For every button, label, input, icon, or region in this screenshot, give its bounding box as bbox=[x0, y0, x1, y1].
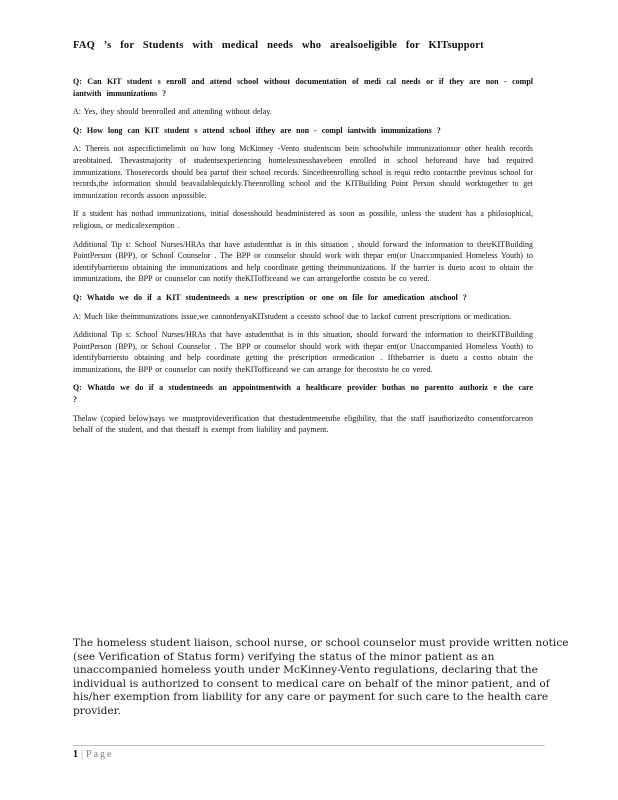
faq-question: Q: Can KIT student s enroll and attend school without documentation of medi cal needs or if they are non - compl iantwith immunizations ? bbox=[73, 77, 533, 98]
faq-additional-tips: Additional Tip s: School Nurses/HRAs that have astudentthat is in this situation , should forward the information to theirKITBuilding PointPerson (BPP), or School Counselor . The BPP or counselor should work with thepar ent(or Unaccompanied Homeless Youth) to identifybarriersto obtaining the immunizations and help coordinate getting theimmunizations. If the barrier is dueto acost to obtain the immunizations, the BPP or counselor can notify theKITofficeand we can arrangeforthe coststo be co vered. bbox=[73, 239, 533, 284]
faq-question: Q: How long can KIT student s attend school ifthey are non - compl iantwith immunizations ? bbox=[73, 125, 441, 135]
faq-item bbox=[73, 382, 533, 435]
faq-question: Q: Whatdo we do if a KIT studentneeds a new prescription or one on file for amedication atschool ? bbox=[73, 292, 467, 302]
faq-answer: If a student has nothad immunizations, initial dosesshould beadministered as soon as possible, unless the student has a philosophical, religious, or medicalexemption . bbox=[73, 209, 533, 230]
faq-answer: Thelaw (copied below)says we mustprovideverification that thestudentmeetsthe eligibility, that the staff isauthorizedto consentforcareon behalf of the student, and that thestaff is exempt from liability and payment. bbox=[73, 413, 533, 435]
page-label: Page bbox=[86, 749, 114, 760]
faq-question: Q: Whatdo we do if a studentneeds an appointmentwith a healthcare provider buthas no parentto authoriz e the care ? bbox=[73, 383, 533, 405]
faq-answer: A: Yes, they should beenrolled and attending without delay. bbox=[73, 107, 272, 117]
faq-additional-tips: Additional Tip s: School Nurses/HRAs that have astudentthat is in this situation, should forward the information to theirKITBuilding PointPerson (BPP), or School Counselor . The BPP or counselor should work with thepar ent(or Unaccompanied Homeless Youth) to identifybarriersto obtaining and help coordinate getting the prescription ormedication . Ifthebarrier is dueto a costto obtain the immunizations, the BPP or counselor can notify theKITofficeand we can arrange for thecoststo be co vered. bbox=[73, 330, 533, 374]
footer-divider bbox=[73, 745, 545, 746]
faq-item bbox=[73, 125, 533, 285]
faq-item bbox=[73, 292, 533, 376]
faq-content bbox=[73, 76, 533, 443]
faq-item bbox=[73, 76, 533, 118]
faq-answer: A: Much like theimmunizations issue,we cannotdenyaKITstudent a ccessto school due to lackof current prescriptions or medication. bbox=[73, 311, 512, 321]
footer-separator: | bbox=[81, 749, 84, 760]
quoted-law-text: The homeless student liaison, school nurse, or school counselor must provide written notice (see Verification of Status form) verifying the status of the minor patient as an unaccompanied homeless youth under McKinney-Vento regulations, declaring that the individual is authorized to consent to medical care on behalf of the minor patient, and of his/her exemption from liability for any care or payment for such care to the health care provider. bbox=[73, 637, 569, 717]
faq-answer: A: Thereis not aspecifictimelimit on how long McKinney -Vento studentscan bein schoolwhile immunizationsor other health records areobtained. Thevastmajority of studentsexperiencing homelessnesshavebeen enrolled in school beforeand have had required immunizations. Thoserecords should bea partof their school records. Sincetheenrolling school is requi redto contactthe previous school for records,the information should beavailablequickly.Theenrolling school and the KITBuilding Point Person should worktogether to get immunization records assoon aspossible. bbox=[73, 144, 533, 200]
page-number: 1 bbox=[73, 749, 78, 760]
page-footer bbox=[73, 749, 113, 760]
document-title: FAQ ’s for Students with medical needs who arealsoeligible for KITsupport bbox=[73, 40, 484, 51]
